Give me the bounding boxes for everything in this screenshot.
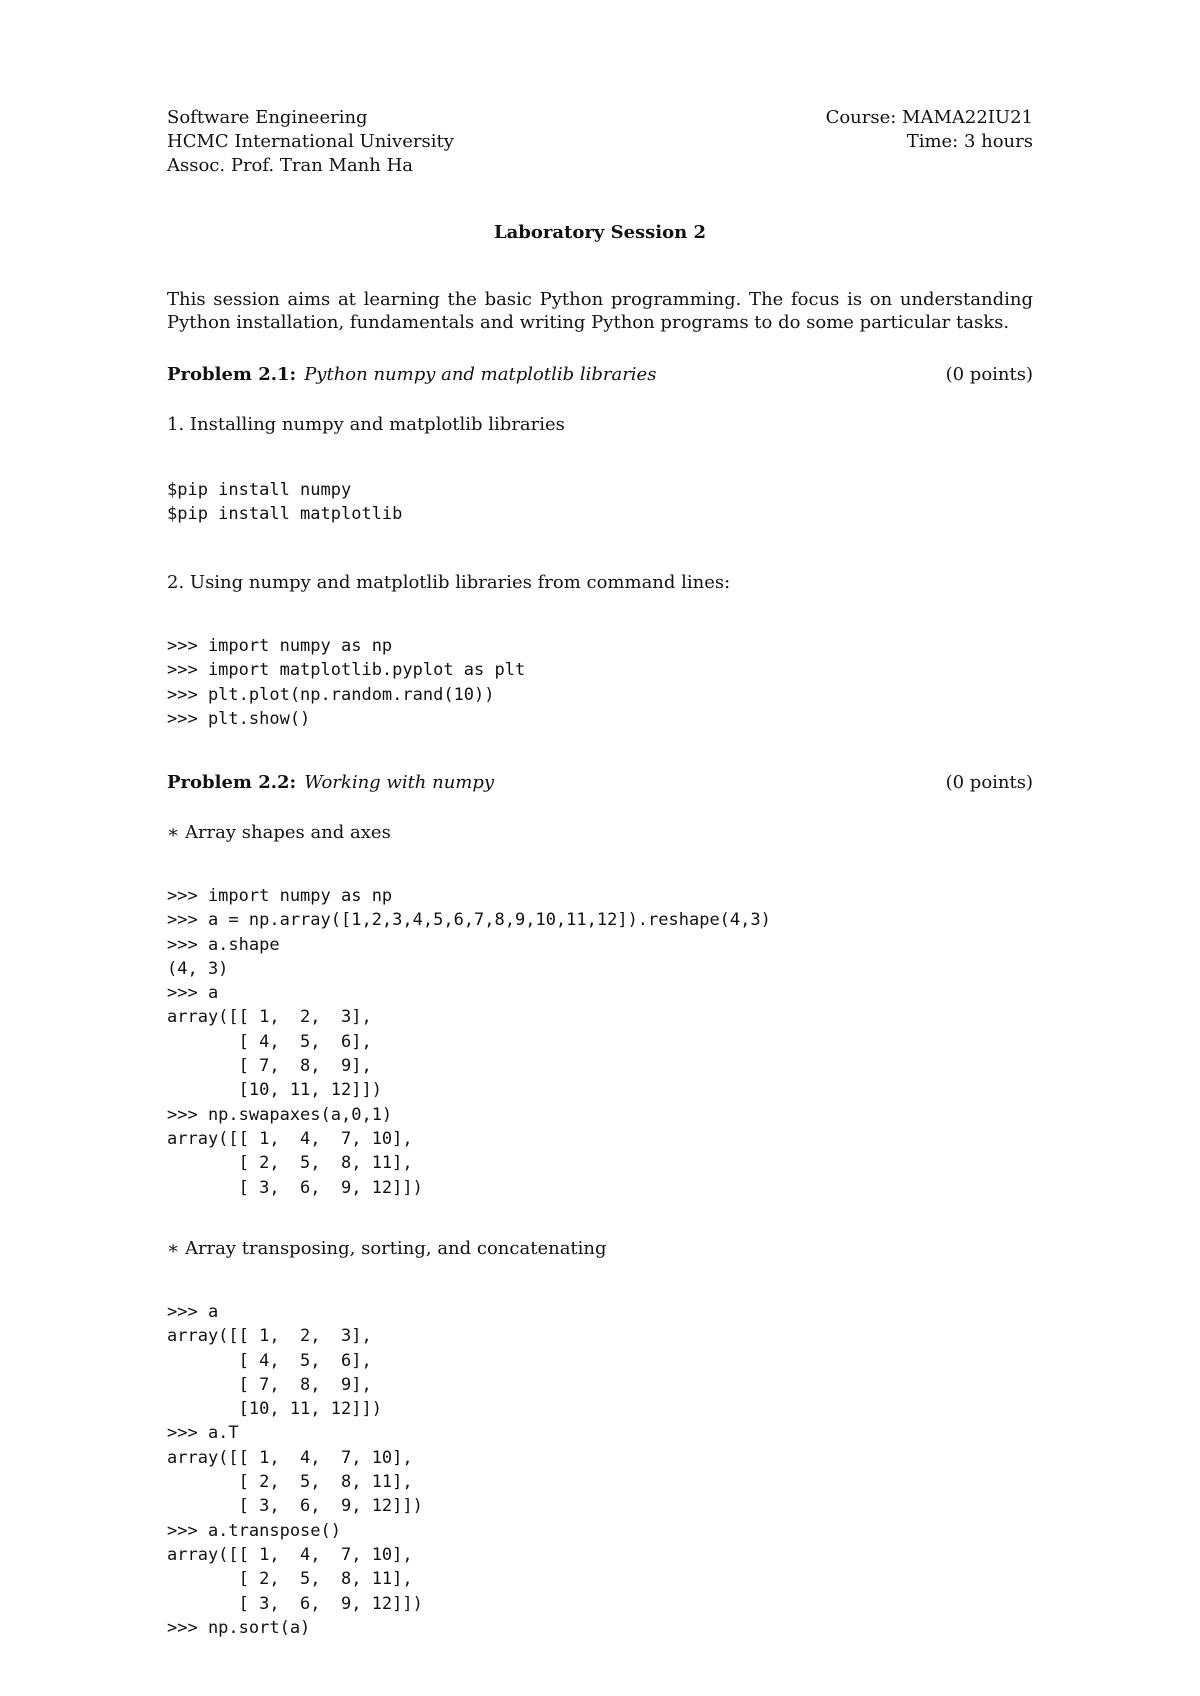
code-line: [ 2, 5, 8, 11], — [167, 1472, 413, 1493]
code-line: (4, 3) — [167, 958, 229, 979]
code-line: [ 3, 6, 9, 12]]) — [167, 1496, 423, 1517]
problem-2-1-heading — [167, 364, 1033, 385]
code-line: >>> plt.plot(np.random.rand(10)) — [167, 684, 495, 705]
code-line: array([[ 1, 2, 3], — [167, 1007, 372, 1028]
code-line: [ 4, 5, 6], — [167, 1031, 372, 1052]
code-block-transpose — [167, 1300, 423, 1640]
code-block-plot — [167, 634, 525, 731]
bullet-array-transposing: ∗ Array transposing, sorting, and concatenating — [167, 1238, 607, 1259]
problem-2-1-title — [167, 364, 656, 385]
problem-2-2-heading — [167, 772, 1033, 793]
code-line: [ 2, 5, 8, 11], — [167, 1569, 413, 1590]
code-line: [10, 11, 12]]) — [167, 1399, 382, 1420]
duration: Time: 3 hours — [906, 131, 1033, 152]
code-line: >>> a.transpose() — [167, 1520, 341, 1541]
code-line: >>> a.shape — [167, 934, 280, 955]
code-line: >>> a — [167, 983, 219, 1004]
bullet-array-shapes: ∗ Array shapes and axes — [167, 822, 391, 843]
instructor: Assoc. Prof. Tran Manh Ha — [167, 155, 414, 176]
code-line: >>> import matplotlib.pyplot as plt — [167, 660, 526, 681]
problem-points: (0 points) — [945, 364, 1033, 385]
code-line: [ 2, 5, 8, 11], — [167, 1153, 413, 1174]
intro-paragraph: This session aims at learning the basic Python programming. The focus is on understanding Python installation, fundamentals and writing Python programs to do some particular tasks. — [167, 289, 1033, 333]
code-line: >>> import numpy as np — [167, 886, 393, 906]
code-line: [ 7, 8, 9], — [167, 1374, 372, 1395]
code-line: >>> a.T — [167, 1423, 239, 1444]
code-line: [ 3, 6, 9, 12]]) — [167, 1593, 423, 1614]
code-line: $pip install matplotlib — [167, 504, 403, 525]
code-line: >>> a — [167, 1302, 219, 1322]
code-line: array([[ 1, 4, 7, 10], — [167, 1128, 413, 1149]
code-line: >>> a = np.array([1,2,3,4,5,6,7,8,9,10,11,12]).reshape(4,3) — [167, 910, 771, 931]
university: HCMC International University — [167, 131, 454, 152]
page-title: Laboratory Session 2 — [493, 222, 707, 243]
code-line: [ 7, 8, 9], — [167, 1056, 372, 1077]
problem-2-2-title — [167, 772, 494, 793]
header-left — [167, 106, 454, 178]
code-line: [ 4, 5, 6], — [167, 1350, 372, 1371]
code-line: array([[ 1, 2, 3], — [167, 1326, 372, 1347]
problem-points: (0 points) — [945, 772, 1033, 793]
code-line: $pip install numpy — [167, 480, 352, 500]
step-1: 1. Installing numpy and matplotlib libraries — [167, 414, 565, 435]
code-line: >>> plt.show() — [167, 708, 311, 729]
code-line: array([[ 1, 4, 7, 10], — [167, 1544, 413, 1565]
course-code: Course: MAMA22IU21 — [825, 107, 1033, 128]
header-right — [826, 106, 1033, 154]
problem-topic: Python numpy and matplotlib libraries — [304, 364, 657, 385]
problem-label: Problem 2.1: — [167, 364, 297, 385]
code-line: [10, 11, 12]]) — [167, 1080, 382, 1101]
department: Software Engineering — [167, 107, 368, 128]
step-2: 2. Using numpy and matplotlib libraries from command lines: — [167, 572, 731, 593]
code-line: >>> np.swapaxes(a,0,1) — [167, 1104, 393, 1125]
code-line: array([[ 1, 4, 7, 10], — [167, 1447, 413, 1468]
code-line: [ 3, 6, 9, 12]]) — [167, 1177, 423, 1198]
code-block-shapes — [167, 884, 771, 1200]
code-line: >>> np.sort(a) — [167, 1617, 311, 1638]
problem-label: Problem 2.2: — [167, 772, 297, 793]
code-line: >>> import numpy as np — [167, 636, 393, 656]
code-block-install — [167, 478, 402, 527]
problem-topic: Working with numpy — [304, 772, 495, 793]
